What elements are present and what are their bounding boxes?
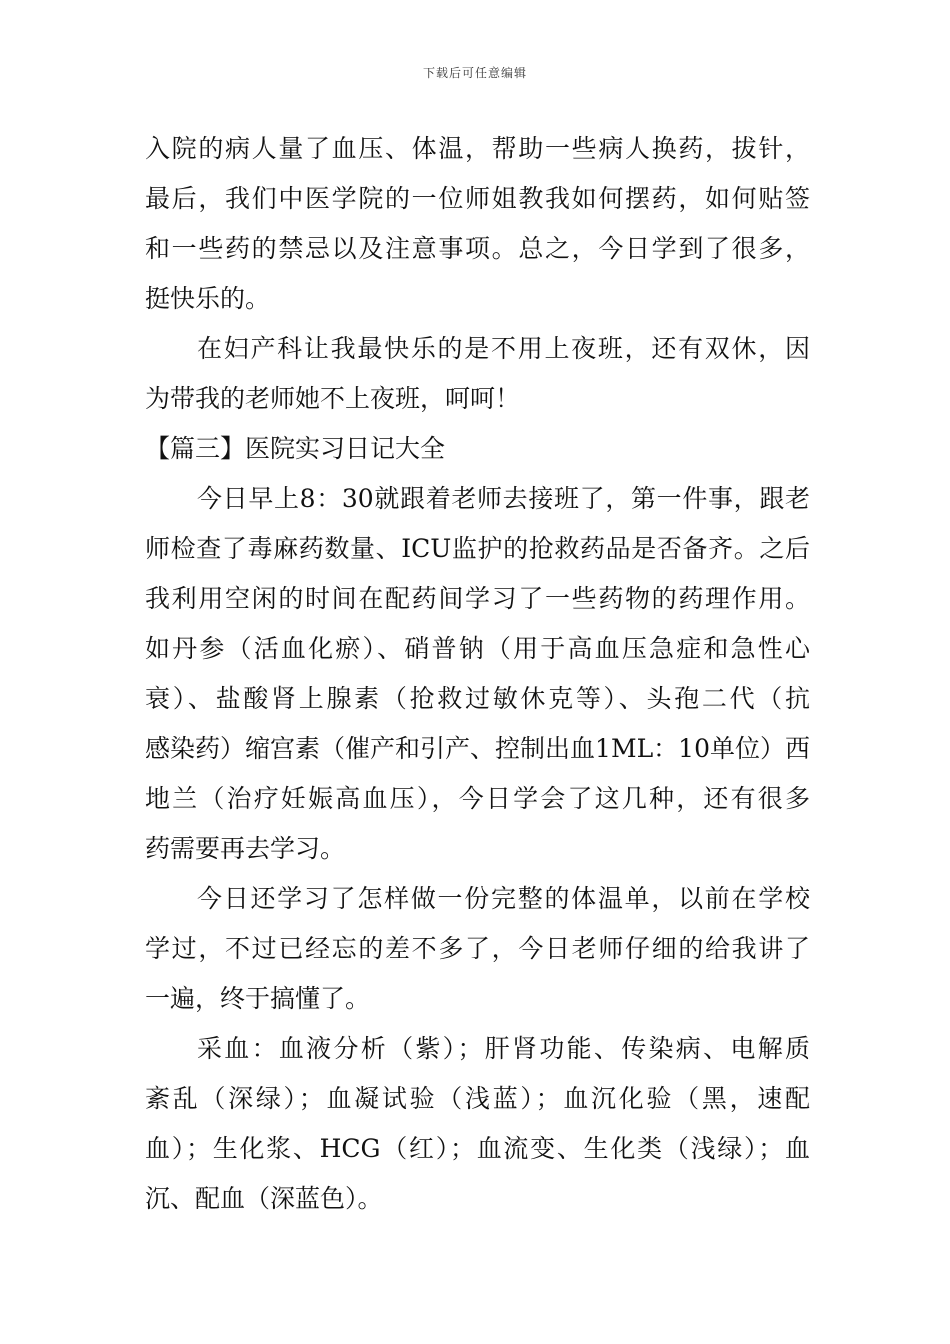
section-heading-text: 【篇三】医院实习日记大全	[145, 434, 446, 463]
text-line: 紊乱（深绿）；血凝试验（浅蓝）；血沉化验（黑，速配	[145, 1084, 810, 1113]
text-line: 采血：血液分析（紫）；肝肾功能、传染病、电解质	[197, 1034, 810, 1063]
paragraph	[145, 1024, 810, 1224]
text-line: 最后，我们中医学院的一位师姐教我如何摆药，如何贴签	[145, 184, 810, 213]
text-line: 今日还学习了怎样做一份完整的体温单，以前在学校	[197, 884, 810, 913]
section-heading	[145, 424, 810, 474]
paragraph	[145, 324, 810, 424]
text-line: 入院的病人量了血压、体温，帮助一些病人换药，拔针，	[145, 134, 810, 163]
text-line: 如丹参（活血化瘀）、硝普钠（用于高血压急症和急性心	[145, 634, 810, 663]
paragraph	[145, 124, 810, 324]
text-line: 挺快乐的。	[145, 284, 271, 313]
text-line: 沉、配血（深蓝色）。	[145, 1184, 383, 1213]
text-line: 药需要再去学习。	[145, 834, 346, 863]
text-line: 衰）、盐酸肾上腺素（抢救过敏休克等）、头孢二代（抗	[145, 684, 810, 713]
text-line: 和一些药的禁忌以及注意事项。总之，今日学到了很多，	[145, 234, 810, 263]
text-line: 我利用空闲的时间在配药间学习了一些药物的药理作用。	[145, 584, 810, 613]
text-line: 血）；生化浆、HCG（红）；血流变、生化类（浅绿）；血	[145, 1134, 810, 1163]
text-line: 在妇产科让我最快乐的是不用上夜班，还有双休，因	[197, 334, 810, 363]
text-line: 学过，不过已经忘的差不多了，今日老师仔细的给我讲了	[145, 934, 810, 963]
text-line: 为带我的老师她不上夜班，呵呵！	[145, 384, 521, 413]
paragraph	[145, 474, 810, 874]
paragraph	[145, 874, 810, 1024]
document-body	[145, 124, 810, 1224]
text-line: 感染药）缩宫素（催产和引产、控制出血1ML：10单位）西	[145, 734, 810, 763]
text-line: 地兰（治疗妊娠高血压），今日学会了这几种，还有很多	[145, 784, 810, 813]
page-header-note: 下载后可任意编辑	[422, 66, 527, 80]
text-line: 今日早上8：30就跟着老师去接班了，第一件事，跟老	[197, 484, 810, 513]
text-line: 一遍，终于搞懂了。	[145, 984, 371, 1013]
text-line: 师检查了毒麻药数量、ICU监护的抢救药品是否备齐。之后	[145, 534, 810, 563]
